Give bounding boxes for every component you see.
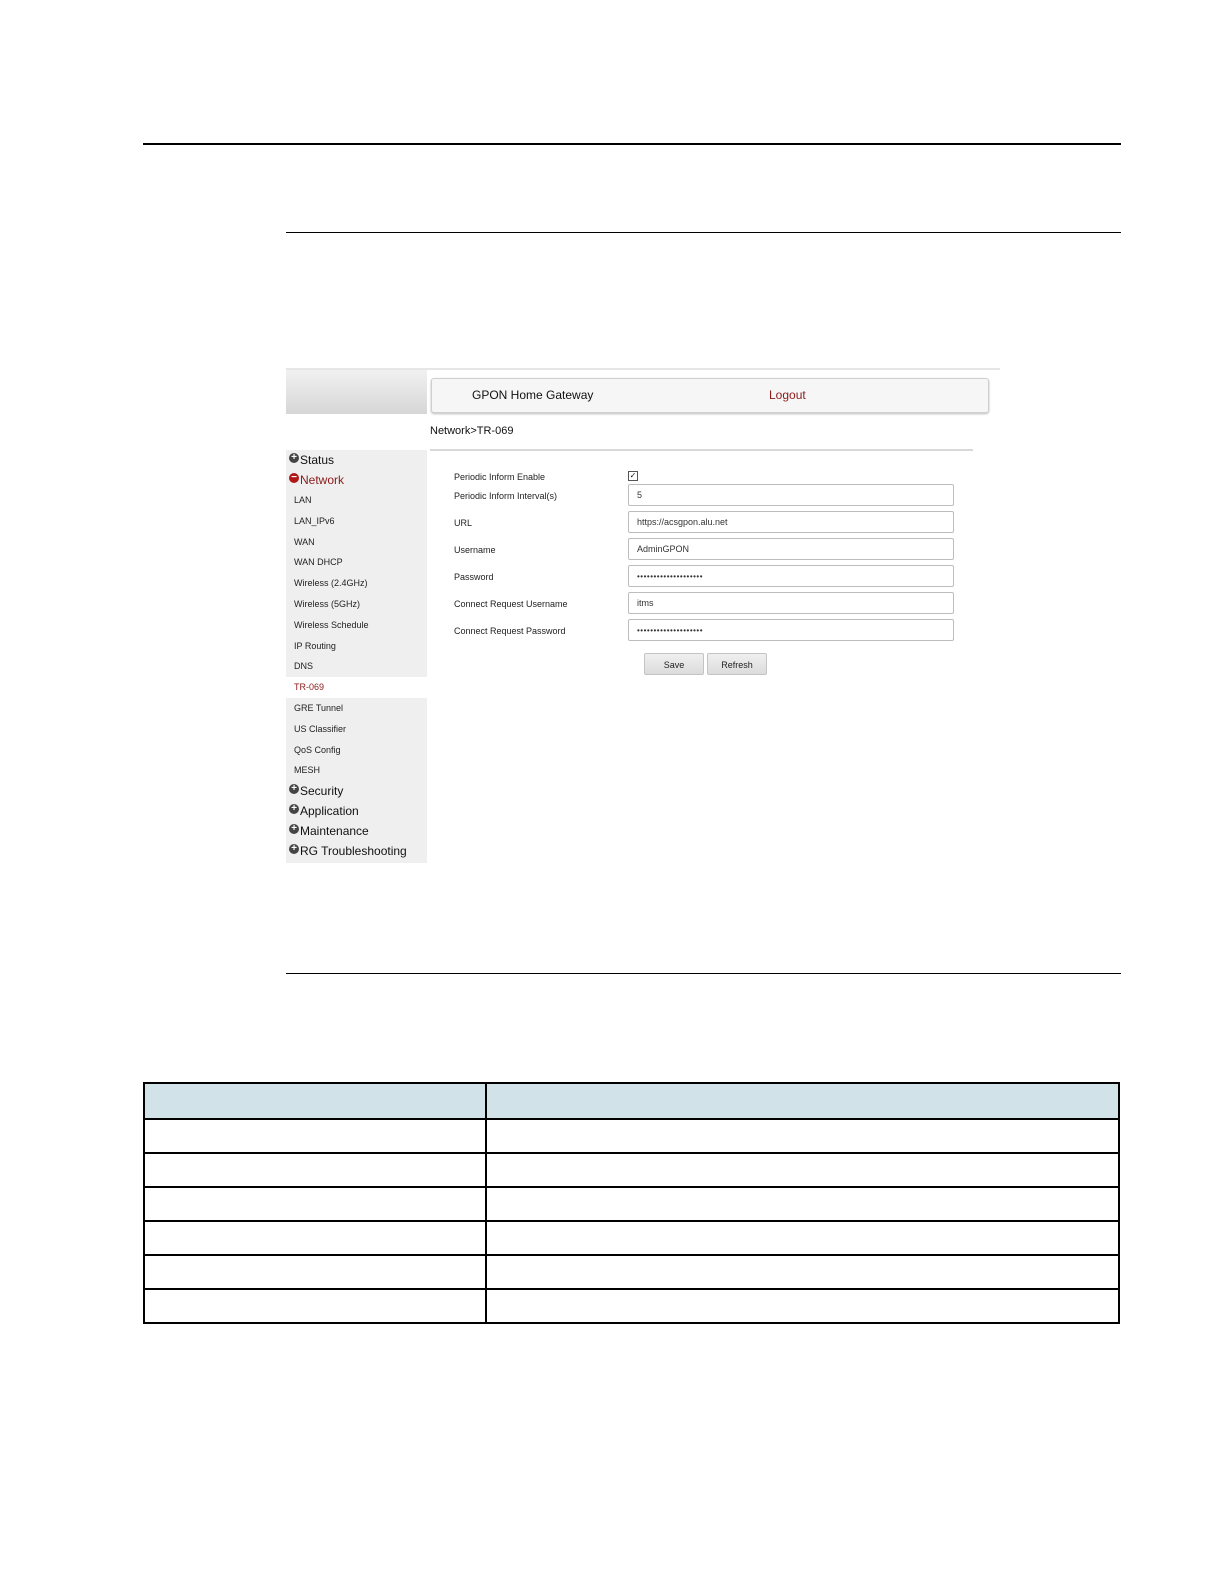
- sidebar-subitem-wireless-schedule[interactable]: [286, 615, 427, 636]
- periodic-inform-checkbox[interactable]: ✓: [629, 471, 637, 480]
- breadcrumb-divider: [430, 449, 973, 451]
- sidebar-subitem-wireless-5ghz-[interactable]: [286, 594, 427, 615]
- sidebar-subitem-label: LAN_IPv6: [294, 515, 335, 526]
- table-cell: [144, 1221, 486, 1255]
- plus-icon: +: [289, 784, 299, 794]
- table-header-cell: [486, 1083, 1119, 1119]
- sidebar-subitem-label: Wireless Schedule: [294, 619, 369, 630]
- sidebar-header: [286, 370, 427, 414]
- field-label: Connect Request Username: [454, 599, 568, 609]
- gateway-screenshot: [286, 368, 1000, 866]
- sidebar-subitem-label: Wireless (2.4GHz): [294, 578, 368, 589]
- table-cell: [144, 1153, 486, 1187]
- form-row: [454, 619, 964, 643]
- top-rule: [143, 143, 1121, 145]
- table-cell: [144, 1119, 486, 1153]
- form-row: [454, 484, 964, 508]
- form-row: [454, 511, 964, 535]
- app-title: GPON Home Gateway: [472, 388, 594, 402]
- sidebar-item-label: Status: [300, 453, 335, 467]
- form-row: [454, 538, 964, 562]
- table-header-cell: [144, 1083, 486, 1119]
- sidebar-subitem-label: MESH: [294, 765, 321, 776]
- sidebar-item-label: Application: [300, 804, 359, 819]
- connect-request-username-input[interactable]: [628, 592, 954, 614]
- section-rule: [286, 973, 1121, 974]
- header-bar: [431, 378, 989, 413]
- table-cell: [486, 1153, 1119, 1187]
- sidebar-item-label: Security: [300, 784, 344, 799]
- field-label: URL: [454, 518, 473, 528]
- sidebar-subitem-label: LAN: [294, 495, 312, 505]
- table-row: [144, 1153, 1119, 1187]
- sidebar-subitem-label: Wireless (5GHz): [294, 599, 361, 609]
- url-input[interactable]: [628, 511, 954, 533]
- periodic-inform-interval-s-input[interactable]: [628, 484, 954, 506]
- breadcrumb: Network>TR-069: [430, 425, 514, 437]
- field-label: Connect Request Password: [454, 626, 566, 636]
- sidebar-item-network[interactable]: [286, 470, 427, 490]
- table-cell: [144, 1289, 486, 1323]
- sidebar-item-label: Network: [300, 473, 345, 487]
- table-cell: [486, 1255, 1119, 1289]
- sidebar-item-maintenance[interactable]: [286, 821, 427, 841]
- sidebar-subitem-wan[interactable]: [286, 532, 427, 553]
- sidebar-subitem-gre-tunnel[interactable]: [286, 698, 427, 719]
- table-row: [144, 1289, 1119, 1323]
- sidebar-subitem-mesh[interactable]: [286, 760, 427, 781]
- sidebar-subitem-label: GRE Tunnel: [294, 703, 344, 713]
- field-label: Password: [454, 572, 494, 582]
- sidebar-subitem-label: TR-069: [294, 682, 325, 693]
- sidebar-subitem-lan-ipv6[interactable]: [286, 511, 427, 532]
- sidebar-subitem-label: WAN: [294, 536, 315, 547]
- plus-icon: +: [289, 844, 299, 854]
- sidebar-subitem-ip-routing[interactable]: [286, 636, 427, 657]
- sidebar-subitem-wan-dhcp[interactable]: [286, 552, 427, 573]
- sidebar-subitem-us-classifier[interactable]: [286, 719, 427, 740]
- sidebar-subitem-lan[interactable]: [286, 490, 427, 511]
- form-row: [454, 565, 964, 589]
- sidebar-subitem-wireless-2-4ghz-[interactable]: [286, 573, 427, 594]
- sidebar-item-label: Maintenance: [300, 824, 369, 839]
- password-input[interactable]: [628, 565, 954, 587]
- table-cell: [486, 1187, 1119, 1221]
- sidebar-subitem-qos-config[interactable]: [286, 740, 427, 761]
- field-label: Username: [454, 545, 496, 555]
- table-row: [144, 1255, 1119, 1289]
- username-input[interactable]: [628, 538, 954, 560]
- sidebar-subitem-label: IP Routing: [294, 640, 336, 651]
- refresh-button[interactable]: Refresh: [707, 653, 767, 675]
- form-row: [454, 592, 964, 616]
- table-row: [144, 1221, 1119, 1255]
- field-label: Periodic Inform Interval(s): [454, 491, 558, 501]
- table-row: [144, 1119, 1119, 1153]
- save-button[interactable]: Save: [644, 653, 704, 675]
- sidebar-item-application[interactable]: [286, 801, 427, 821]
- table-cell: [144, 1255, 486, 1289]
- plus-icon: +: [289, 804, 299, 814]
- sidebar: [286, 450, 427, 863]
- table-cell: [144, 1187, 486, 1221]
- sidebar-subitem-label: DNS: [294, 661, 314, 672]
- parameter-table: [143, 1082, 1120, 1324]
- table-cell: [486, 1119, 1119, 1153]
- connect-request-password-input[interactable]: [628, 619, 954, 641]
- section-rule: [286, 232, 1121, 233]
- field-label: Periodic Inform Enable: [454, 472, 546, 482]
- table-header-row: [144, 1083, 1119, 1119]
- table-cell: [486, 1221, 1119, 1255]
- table-cell: [486, 1289, 1119, 1323]
- plus-icon: +: [289, 453, 299, 463]
- logout-link[interactable]: Logout: [769, 388, 806, 402]
- sidebar-item-label: RG Troubleshooting: [300, 844, 407, 859]
- sidebar-subitem-dns[interactable]: [286, 656, 427, 677]
- minus-icon: −: [289, 473, 299, 483]
- sidebar-subitem-tr-069[interactable]: [286, 677, 427, 698]
- sidebar-subitem-label: QoS Config: [294, 744, 341, 755]
- sidebar-item-security[interactable]: [286, 781, 427, 801]
- sidebar-item-status[interactable]: [286, 450, 427, 470]
- table-row: [144, 1187, 1119, 1221]
- sidebar-item-rg-troubleshooting[interactable]: [286, 841, 427, 861]
- plus-icon: +: [289, 824, 299, 834]
- sidebar-subitem-label: US Classifier: [294, 723, 347, 734]
- sidebar-subitem-label: WAN DHCP: [294, 557, 343, 568]
